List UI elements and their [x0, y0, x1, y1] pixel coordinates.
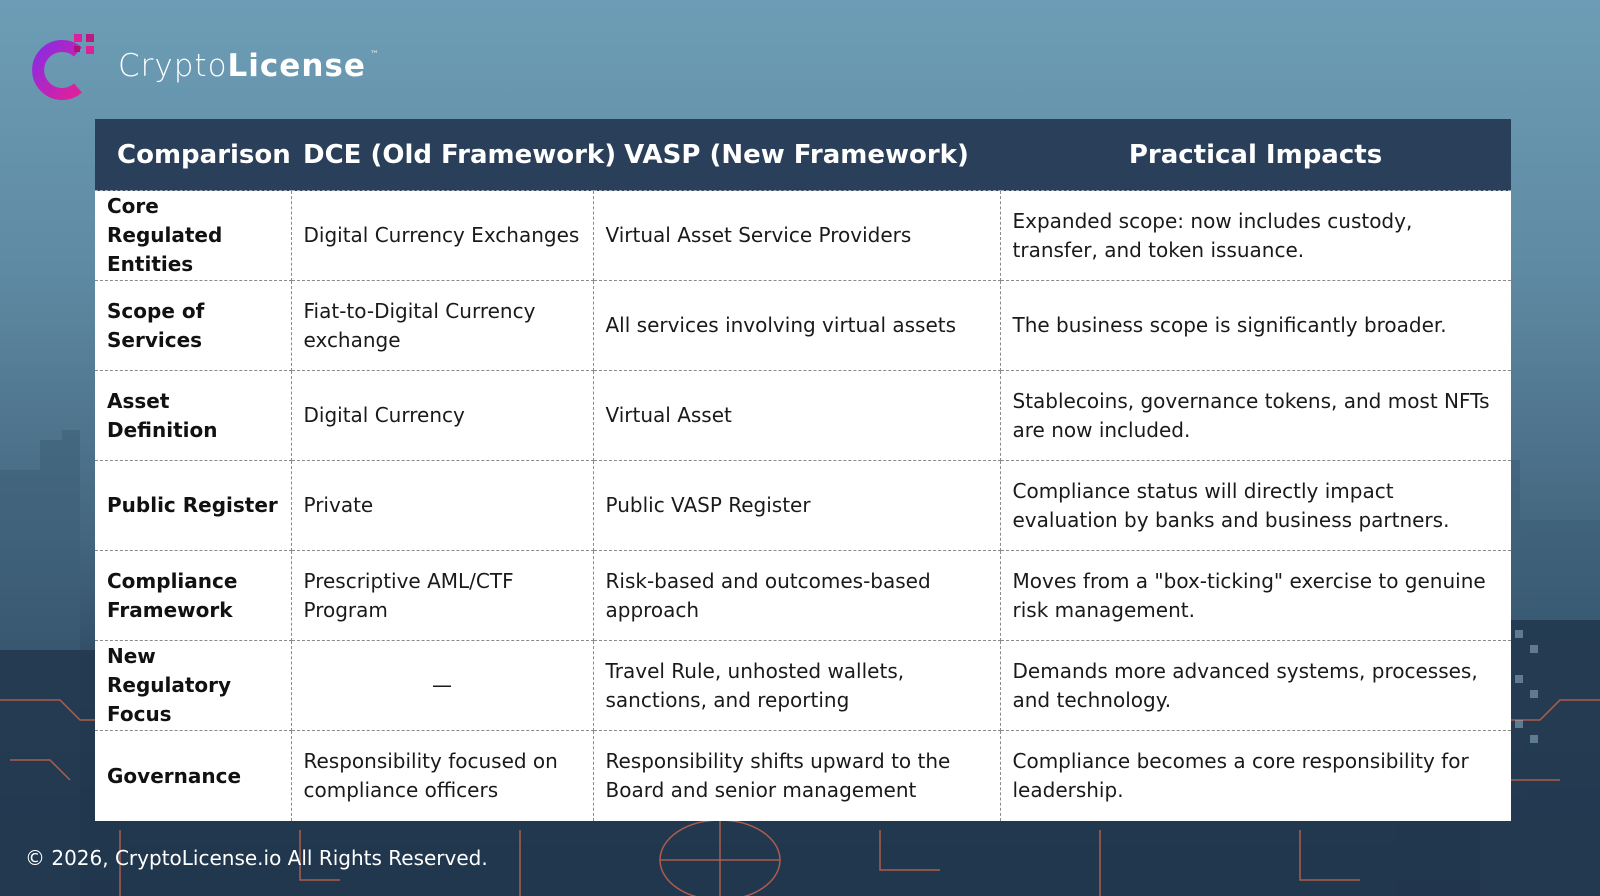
- vasp-cell: Travel Rule, unhosted wallets, sanctions, and reporting: [593, 641, 1000, 731]
- brand-logo[interactable]: [28, 30, 380, 102]
- vasp-cell: Virtual Asset Service Providers: [593, 191, 1000, 281]
- header-dce-old-framework: DCE (Old Framework): [291, 119, 593, 191]
- dce-cell: Digital Currency Exchanges: [291, 191, 593, 281]
- cryptolicense-logo-icon: [28, 30, 100, 102]
- dce-cell: Responsibility focused on compliance officers: [291, 731, 593, 822]
- brand-name-light: Crypto: [118, 48, 228, 84]
- row-label: Public Register: [95, 461, 291, 551]
- comparison-table: [95, 119, 1511, 821]
- impact-cell: Demands more advanced systems, processes, and technology.: [1000, 641, 1511, 731]
- vasp-cell: Responsibility shifts upward to the Board and senior management: [593, 731, 1000, 822]
- table-row: [95, 731, 1511, 822]
- table-row: [95, 461, 1511, 551]
- header-practical-impacts: Practical Impacts: [1000, 119, 1511, 191]
- header-vasp-new-framework: VASP (New Framework): [593, 119, 1000, 191]
- table-row: [95, 281, 1511, 371]
- brand-name: [118, 48, 380, 84]
- row-label: Compliance Framework: [95, 551, 291, 641]
- row-label: Asset Definition: [95, 371, 291, 461]
- dce-cell: Digital Currency: [291, 371, 593, 461]
- trademark-symbol: ™: [369, 50, 380, 60]
- impact-cell: Compliance status will directly impact evaluation by banks and business partners.: [1000, 461, 1511, 551]
- vasp-cell: All services involving virtual assets: [593, 281, 1000, 371]
- impact-cell: Stablecoins, governance tokens, and most NFTs are now included.: [1000, 371, 1511, 461]
- dce-cell: Private: [291, 461, 593, 551]
- table-row: [95, 191, 1511, 281]
- vasp-cell: Virtual Asset: [593, 371, 1000, 461]
- row-label: Core Regulated Entities: [95, 191, 291, 281]
- impact-cell: Moves from a "box-ticking" exercise to genuine risk management.: [1000, 551, 1511, 641]
- impact-cell: The business scope is significantly broader.: [1000, 281, 1511, 371]
- vasp-cell: Public VASP Register: [593, 461, 1000, 551]
- dce-cell: —: [291, 641, 593, 731]
- row-label: Scope of Services: [95, 281, 291, 371]
- vasp-cell: Risk-based and outcomes-based approach: [593, 551, 1000, 641]
- table-row: [95, 551, 1511, 641]
- table-header-row: [95, 119, 1511, 191]
- impact-cell: Expanded scope: now includes custody, transfer, and token issuance.: [1000, 191, 1511, 281]
- dce-cell: Fiat-to-Digital Currency exchange: [291, 281, 593, 371]
- copyright-footer: © 2026, CryptoLicense.io All Rights Reserved.: [25, 846, 488, 870]
- table-row: [95, 371, 1511, 461]
- row-label: Governance: [95, 731, 291, 822]
- brand-name-bold: License: [227, 48, 366, 84]
- impact-cell: Compliance becomes a core responsibility for leadership.: [1000, 731, 1511, 822]
- table-row: [95, 641, 1511, 731]
- row-label: New Regulatory Focus: [95, 641, 291, 731]
- header-comparison: Comparison: [95, 119, 291, 191]
- dce-cell: Prescriptive AML/CTF Program: [291, 551, 593, 641]
- comparison-table-container: [95, 119, 1511, 819]
